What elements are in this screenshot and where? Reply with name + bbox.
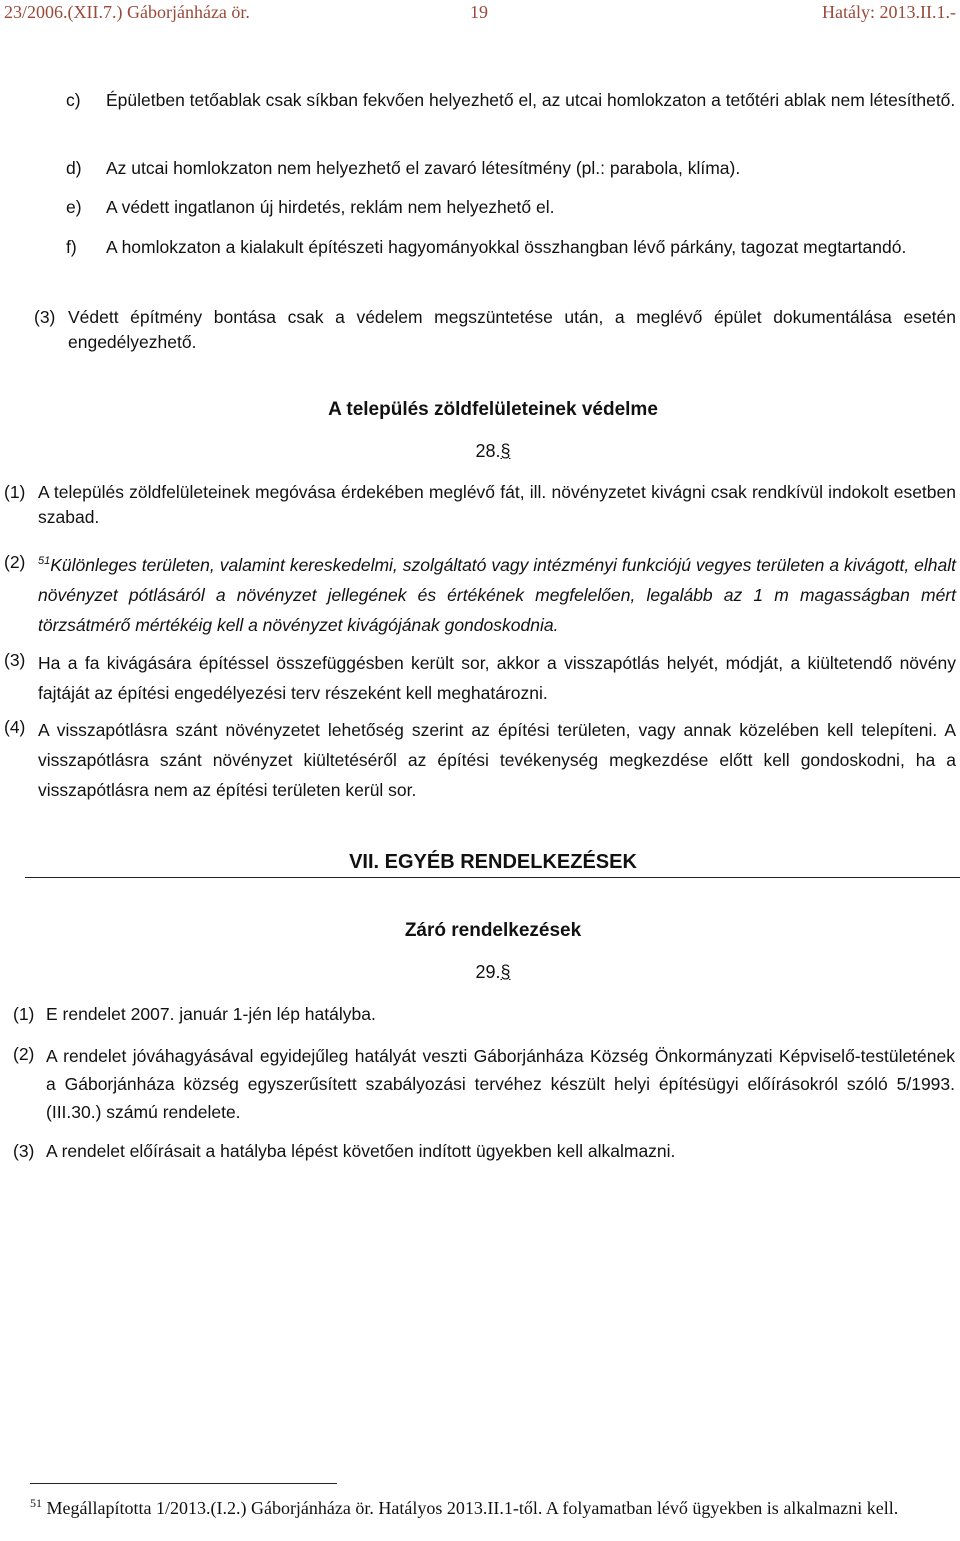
paragraph-text: A rendelet előírásait a hatályba lépést követően indított ügyekben kell alkalmazni. — [46, 1141, 676, 1161]
section-symbol-link[interactable]: § — [500, 962, 511, 982]
header-citation: 23/2006.(XII.7.) Gáborjánháza ör. — [4, 2, 250, 22]
paragraph-text: A település zöldfelületeinek megóvása érdekében meglévő fát, ill. növényzetet kivágni csak rendkívül indokolt esetben szabad. — [38, 482, 956, 527]
footnote — [30, 1496, 935, 1520]
item-label: c) — [66, 90, 81, 110]
item-label: f) — [66, 237, 77, 257]
section-title-final-provisions: Záró rendelkezések — [404, 920, 582, 941]
item-label: e) — [66, 197, 82, 217]
section-number: 28. — [475, 441, 501, 461]
paragraph-text: E rendelet 2007. január 1-jén lép hatályba. — [46, 1004, 376, 1024]
paragraph-body: Különleges területen, valamint kereskedelmi, szolgáltató vagy intézményi funkciójú vegyes területen a kivágott, elhalt növényzet pótlásáról a növényzet jellegének és értékének megfelelően, legalább az 1 m magasságban mért törzsátmérő mértékéig kell a növényzet kivágójának gondoskodnia. — [38, 555, 956, 635]
item-text: Épületben tetőablak csak síkban fekvően helyezhető el, az utcai homlokzaton a tetőtéri ablak nem létesíthető. — [106, 90, 956, 110]
page-header — [4, 2, 956, 30]
paragraph-label: (3) — [4, 650, 26, 670]
section-title-green-areas: A település zöldfelületeinek védelme — [328, 399, 658, 420]
footnote-text: Megállapította 1/2013.(I.2.) Gáborjánháza ör. Hatályos 2013.II.1-től. A folyamatban lévő ügyekben is alkalmazni kell. — [46, 1498, 899, 1518]
item-text: A homlokzaton a kialakult építészeti hagyományokkal összhangban lévő párkány, tagozat megtartandó. — [106, 237, 907, 257]
paragraph-label: (3) — [13, 1141, 35, 1161]
footnote-ref-51[interactable]: 51 — [38, 555, 51, 568]
paragraph-label: (2) — [4, 552, 26, 572]
item-text: A védett ingatlanon új hirdetés, reklám nem helyezhető el. — [106, 197, 555, 217]
chapter-title: VII. EGYÉB RENDELKEZÉSEK — [349, 851, 637, 873]
header-page-number: 19 — [470, 2, 488, 22]
paragraph-label: (1) — [13, 1004, 35, 1024]
item-text: Az utcai homlokzaton nem helyezhető el zavaró létesítmény (pl.: parabola, klíma). — [106, 158, 741, 178]
footnote-number: 51 — [30, 1496, 42, 1510]
paragraph-label: (4) — [4, 717, 26, 737]
paragraph-text: A rendelet jóváhagyásával egyidejűleg hatályát veszti Gáborjánháza Község Önkormányzati Képviselő-testületének a Gáborjánháza község egyszerűsített szabályozási tervéhez készült helyi építésügyi előírásokról szóló 5/1993.(III.30.) számú rendelete. — [46, 1046, 955, 1122]
paragraph-label: (1) — [4, 482, 26, 502]
footnote-separator — [30, 1483, 337, 1484]
chapter-divider — [25, 877, 960, 878]
section-number-28 — [0, 441, 960, 462]
paragraph-text: Ha a fa kivágására építéssel összefüggésben került sor, akkor a visszapótlás helyét, módját, a kiültetendő növény fajtáját az építési engedélyezési terv részeként kell meghatározni. — [38, 653, 956, 703]
paragraph-text — [38, 550, 956, 640]
header-effective-date: Hatály: 2013.II.1.- — [822, 2, 956, 22]
section-number-29 — [0, 962, 960, 983]
section-symbol-link[interactable]: § — [500, 441, 511, 461]
paragraph-text: Védett építmény bontása csak a védelem megszüntetése után, a meglévő épület dokumentálása esetén engedélyezhető. — [68, 307, 956, 352]
paragraph-text: A visszapótlásra szánt növényzetet lehetőség szerint az építési területen, vagy annak közelében kell telepíteni. A visszapótlásra szánt növényzet kiültetéséről az építési tevékenység megkezdése előtt kell gondoskodni, ha a visszapótlásra nem az építési területen kerül sor. — [38, 720, 956, 800]
section-number: 29. — [475, 962, 501, 982]
paragraph-label: (2) — [13, 1044, 35, 1064]
item-label: d) — [66, 158, 82, 178]
paragraph-label: (3) — [34, 307, 56, 327]
